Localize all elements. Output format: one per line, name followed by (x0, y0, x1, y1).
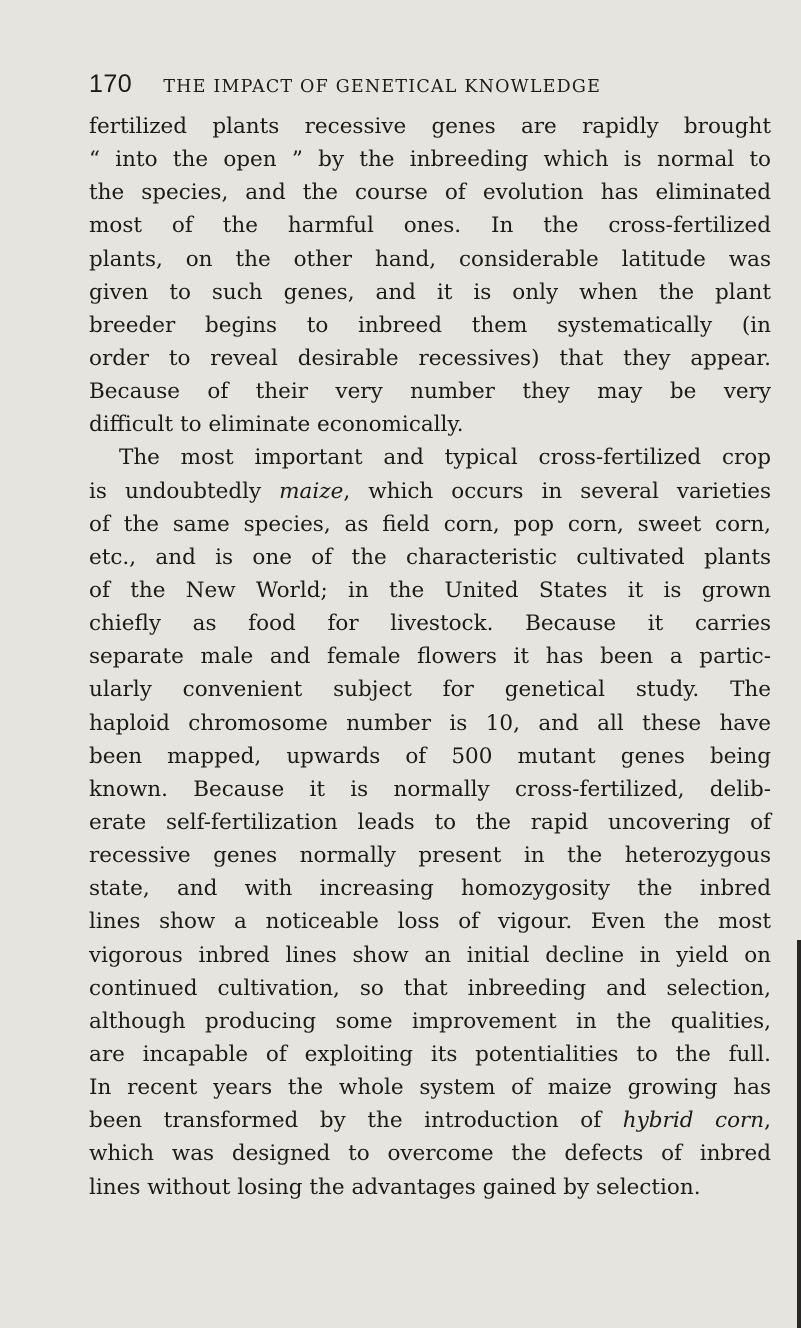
text-line: fertilized plants recessive genes are rapidly brought (89, 114, 771, 139)
text-line: of the New World; in the United States it is grown (89, 577, 771, 603)
text-line-with-italic (89, 1104, 771, 1137)
text-line: separate male and female flowers it has been a partic- (89, 644, 771, 670)
page-number: 170 (89, 70, 133, 98)
text-segment: been transformed by the introduction of (89, 1108, 602, 1134)
text-segment: , which occurs in several varieties (343, 478, 771, 504)
page-header (89, 70, 769, 110)
text-line: known. Because it is normally cross-fertilized, delib- (89, 776, 771, 802)
text-line: which was designed to overcome the defects of inbred (89, 1141, 771, 1167)
text-line: order to reveal desirable recessives) that they appear. (89, 345, 771, 371)
italic-term-maize: maize (279, 478, 344, 504)
text-line: In recent years the whole system of maize growing has (89, 1075, 771, 1101)
text-line: although producing some improvement in the qualities, (89, 1008, 771, 1034)
text-line: chiefly as food for livestock. Because it carries (89, 611, 771, 637)
text-line: the species, and the course of evolution has eliminated (89, 180, 771, 206)
text-line: vigorous inbred lines show an initial decline in yield on (89, 942, 771, 968)
text-line: been mapped, upwards of 500 mutant genes being (89, 743, 771, 769)
text-line: The most important and typical cross-fertilized crop (119, 445, 771, 471)
text-line: ularly convenient subject for genetical study. The (89, 677, 771, 703)
text-line: etc., and is one of the characteristic cultivated plants (89, 544, 771, 570)
text-line: given to such genes, and it is only when the plant (89, 279, 771, 305)
text-line: breeder begins to inbreed them systematically (in (89, 312, 771, 338)
text-line: “ into the open ” by the inbreeding which is normal to (89, 147, 771, 173)
text-segment: , (764, 1108, 772, 1134)
text-line: most of the harmful ones. In the cross-fertilized (89, 213, 771, 239)
text-line: Because of their very number they may be very (89, 379, 771, 405)
running-head: THE IMPACT OF GENETICAL KNOWLEDGE (163, 77, 602, 97)
text-line-with-italic (89, 475, 771, 508)
italic-term-hybrid-corn: hybrid corn (622, 1108, 765, 1134)
page-edge-shadow (797, 940, 801, 1328)
text-line: continued cultivation, so that inbreeding and selection, (89, 975, 771, 1001)
text-line: difficult to eliminate economically. (89, 412, 464, 438)
body-text (89, 110, 771, 1204)
text-line: plants, on the other hand, considerable latitude was (89, 246, 771, 272)
text-line: state, and with increasing homozygosity the inbred (89, 876, 771, 902)
text-line: lines show a noticeable loss of vigour. Even the most (89, 909, 771, 935)
text-line: recessive genes normally present in the heterozygous (89, 843, 771, 869)
text-line: of the same species, as field corn, pop corn, sweet corn, (89, 511, 771, 537)
text-segment: is undoubtedly (89, 478, 262, 504)
text-line: haploid chromosome number is 10, and all these have (89, 710, 771, 736)
text-line: erate self-fertilization leads to the rapid uncovering of (89, 809, 771, 835)
text-line: are incapable of exploiting its potentialities to the full. (89, 1041, 771, 1067)
text-line: lines without losing the advantages gained by selection. (89, 1174, 701, 1200)
